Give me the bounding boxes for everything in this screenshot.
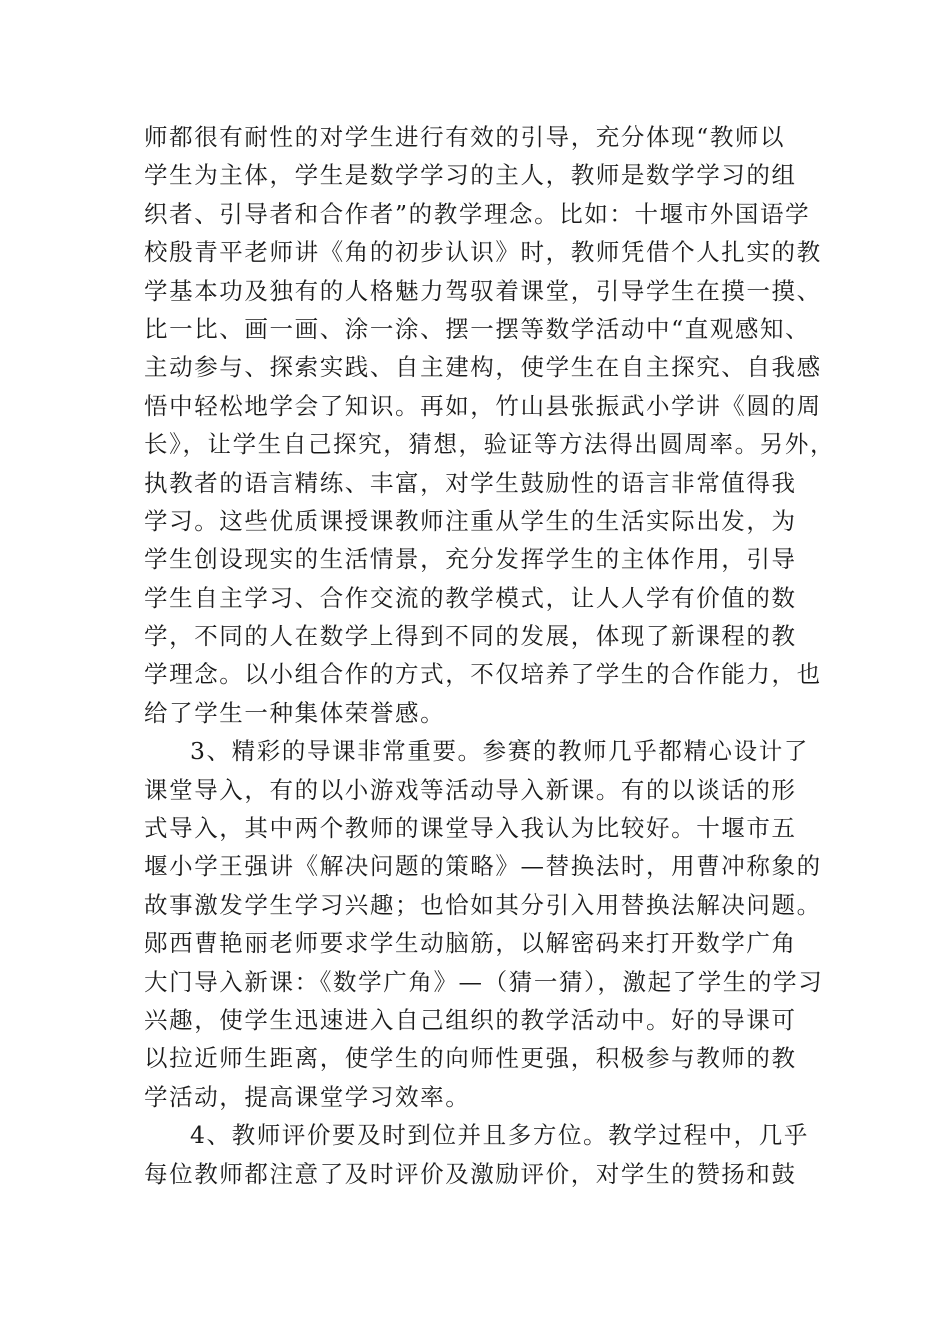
text-line: 比一比、画一画、涂一涂、摆一摆等数学活动中“直观感知、 [144,314,811,343]
text-line: 堰小学王强讲《解决问题的策略》—替换法时，用曹冲称象的 [144,852,822,881]
text-line: 执教者的语言精练、丰富，对学生鼓励性的语言非常值得我 [144,468,797,497]
text-line: 每位教师都注意了及时评价及激励评价，对学生的赞扬和鼓 [144,1159,797,1188]
text-line: 以拉近师生距离，使学生的向师性更强，积极参与教师的教 [144,1044,797,1073]
text-line: 校殷青平老师讲《角的初步认识》时，教师凭借个人扎实的教 [144,238,822,267]
text-line: 学活动，提高课堂学习效率。 [144,1082,471,1111]
text-line: 给了学生一种集体荣誉感。 [144,698,446,727]
text-line: 悟中轻松地学会了知识。再如，竹山县张振武小学讲《圆的周 [144,391,822,420]
text-line: 大门导入新课：《数学广角》—（猜一猜），激起了学生的学习 [144,967,824,996]
text-line: 学生为主体，学生是数学学习的主人，教师是数学学习的组 [144,161,797,190]
text-line: 郧西曹艳丽老师要求学生动脑筋，以解密码来打开数学广角 [144,929,797,958]
text-line: 学基本功及独有的人格魅力驾驭着课堂，引导学生在摸一摸、 [144,276,822,305]
body-text [144,118,836,1193]
paragraph-start-line: 4、教师评价要及时到位并且多方位。教学过程中，几乎 [190,1121,809,1150]
text-line: 学理念。以小组合作的方式，不仅培养了学生的合作能力，也 [144,660,822,689]
text-line: 学生创设现实的生活情景，充分发挥学生的主体作用，引导 [144,545,797,574]
text-line: 学生自主学习、合作交流的教学模式，让人人学有价值的数 [144,583,797,612]
text-line: 式导入，其中两个教师的课堂导入我认为比较好。十堰市五 [144,814,797,843]
text-line: 课堂导入，有的以小游戏等活动导入新课。有的以谈话的形 [144,775,797,804]
text-line: 主动参与、探索实践、自主建构，使学生在自主探究、自我感 [144,353,822,382]
text-line: 长》，让学生自己探究，猜想，验证等方法得出圆周率。另外， [144,430,836,459]
text-line: 织者、引导者和合作者”的教学理念。比如：十堰市外国语学 [144,199,811,228]
paragraph-start-line: 3、精彩的导课非常重要。参赛的教师几乎都精心设计了 [190,737,809,766]
text-line: 学习。这些优质课授课教师注重从学生的生活实际出发，为 [144,506,797,535]
text-line: 兴趣，使学生迅速进入自己组织的教学活动中。好的导课可 [144,1005,797,1034]
text-line: 师都很有耐性的对学生进行有效的引导，充分体现“教师以 [144,123,786,151]
text-line: 故事激发学生学习兴趣；也恰如其分引入用替换法解决问题。 [144,890,822,919]
text-line: 学，不同的人在数学上得到不同的发展，体现了新课程的教 [144,622,797,651]
